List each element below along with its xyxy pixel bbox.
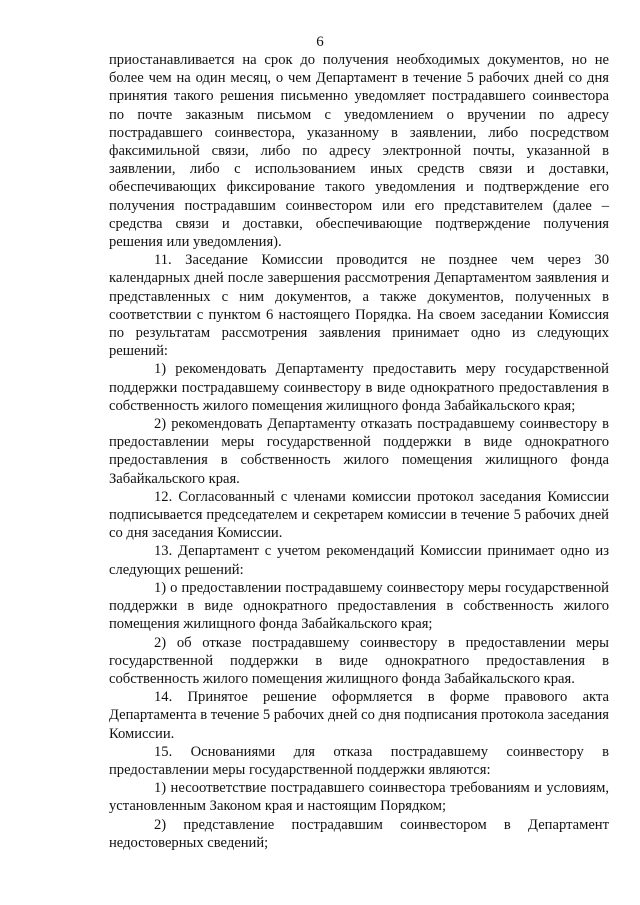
- page-number: 6: [316, 34, 324, 50]
- paragraph-13-item-2: 2) об отказе пострадавшему соинвестору в предоставлении меры государственной поддержки в виде однократного предоставления в собственность жилого помещения жилищного фонда Забайкальского края.: [109, 634, 609, 687]
- paragraph-12: 12. Согласованный с членами комиссии протокол заседания Комиссии подписывается председателем и секретарем комиссии в течение 5 рабочих дней со дня заседания Комиссии.: [109, 488, 609, 542]
- paragraph-continuation: приостанавливается на срок до получения необходимых документов, но не более чем на один месяц, о чем Департамент в течение 5 рабочих дней со дня принятия такого решения письменно уведомляет пострадавшего соинвестора по почте заказным письмом с уведомлением о вручении по адресу пострадавшего соинвестора, указанному в заявлении, либо посредством факсимильной связи, либо по адресу электронной почты, указанной в заявлении, либо с использованием иных средств связи и доставки, обеспечивающих фиксирование такого уведомления и подтверждение его получения пострадавшим соинвестором или его представителем (далее – средства связи и доставки, обеспечивающие подтверждение получения решения или уведомления).: [109, 52, 609, 251]
- paragraph-11: 11. Заседание Комиссии проводится не позднее чем через 30 календарных дней после завершения рассмотрения Департаментом заявления и представленных с ним документов, а также документов, полученных в соответствии с пунктом 6 настоящего Порядка. На своем заседании Комиссия по результатам рассмотрения заявления принимает одно из следующих решений:: [109, 252, 609, 360]
- paragraph-13: 13. Департамент с учетом рекомендаций Комиссии принимает одно из следующих решений:: [109, 543, 609, 578]
- document-body: [109, 51, 609, 852]
- paragraph-14: 14. Принятое решение оформляется в форме правового акта Департамента в течение 5 рабочих дней со дня подписания протокола заседания Комиссии.: [109, 689, 609, 742]
- paragraph-15-item-2: 2) представление пострадавшим соинвестором в Департамент недостоверных сведений;: [109, 816, 609, 851]
- paragraph-15: 15. Основаниями для отказа пострадавшему соинвестору в предоставлении меры государственной поддержки являются:: [109, 743, 609, 778]
- paragraph-11-item-1: 1) рекомендовать Департаменту предоставить меру государственной поддержки пострадавшему соинвестору в виде однократного предоставления в собственность жилого помещения жилищного фонда Забайкальского края;: [109, 361, 609, 414]
- paragraph-11-item-2: 2) рекомендовать Департаменту отказать пострадавшему соинвестору в предоставлении меры государственной поддержки в виде однократного предоставления в собственность жилого помещения жилищного фонда Забайкальского края.: [109, 416, 609, 487]
- paragraph-15-item-1: 1) несоответствие пострадавшего соинвестора требованиям и условиям, установленным Законом края и настоящим Порядком;: [109, 780, 609, 815]
- paragraph-13-item-1: 1) о предоставлении пострадавшему соинвестору меры государственной поддержки в виде однократного предоставления в собственность жилого помещения жилищного фонда Забайкальского края;: [109, 579, 609, 633]
